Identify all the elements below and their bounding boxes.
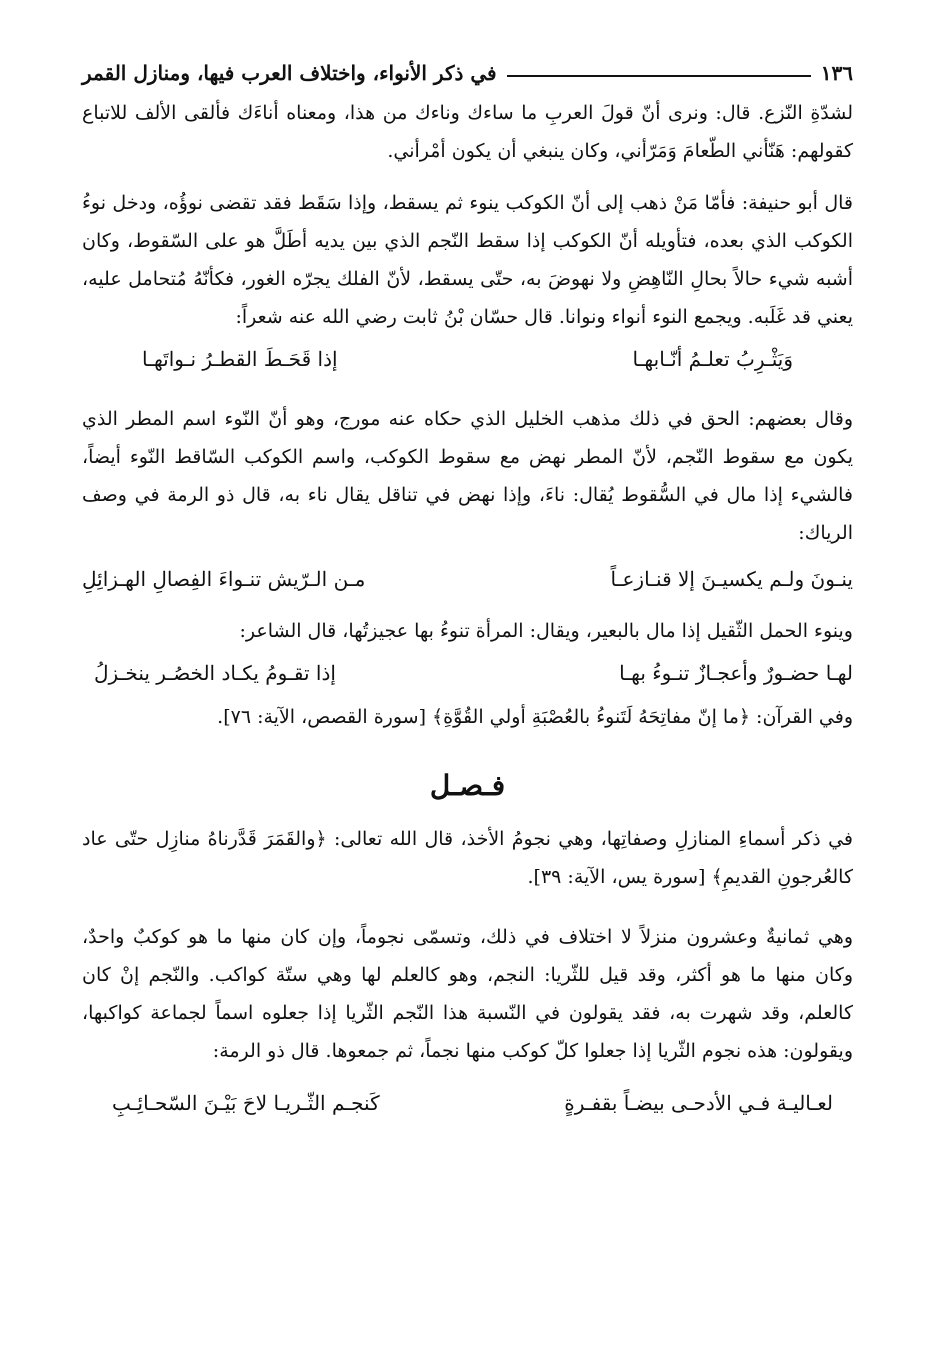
verse-2-second-hemistich: مـن الـرّيش تنـواءَ الفِصالِ الهـزائِلِ — [82, 567, 366, 591]
verse-4-second-hemistich: كَنجـم الثّـريـا لاحَ بَيْـنَ السّحـائِـبِ — [112, 1091, 380, 1115]
paragraph-3: وقال بعضهم: الحق في ذلك مذهب الخليل الذي حكاه عنه مورج، وهو أنّ النّوء اسم المطر الذي يكون مع سقوط النّجم، لأنّ المطر نهض مع سقوط الكوكب، واسم الكوكب السّاقط النّوء أيضاً، فالشيء إذا مال في السُّقوط يُقال: ناءَ، وإذا نهض في تناقل يقال ناء به، قال ذو الرمة في وصف الرياك: — [82, 408, 853, 544]
header-rule — [507, 75, 811, 77]
paragraph-2: قال أبو حنيفة: فأمّا مَنْ ذهب إلى أنّ الكوكب ينوء ثم يسقط، وإذا سَقَط فقد تقضى نوؤُه، ودخل نوءُ الكوكب الذي بعده، فتأويله أنّ الكوكب إذا سقط النّجم الذي بين يديه أطَلَّ هو على السّقوط، وكان أشبه شيء حالاً بحالِ النّاهِضِ ولا نهوضَ به، حتّى يسقط، لأنّ الفلك يجرّه الغور، فكأنّهُ مُتحامل عليه، يعني قد غَلَبه. ويجمع النوء أنواء ونوانا. قال حسّان بْنُ ثابت رضي الله عنه شعراً: — [82, 192, 853, 328]
section-heading: فـصـل — [429, 769, 506, 802]
page-number: ١٣٦ — [820, 61, 853, 85]
verse-3-second-hemistich: إذا تقـومُ يكـاد الخصُـر ينخـزلُ — [94, 661, 336, 685]
verse-3 — [94, 654, 853, 692]
running-head — [82, 58, 853, 88]
verse-1 — [142, 340, 793, 378]
verse-1-second-hemistich: إذا قَحَـطَ القطـرُ نـواتَهـا — [142, 347, 338, 371]
verse-4 — [112, 1084, 833, 1122]
paragraph-1: لشدّةِ النّزع. قال: ونرى أنّ قولَ العربِ ما ساءك وناءك من هذا، ومعناه أناءَك فألقى الألف للاتباع كقولهم: هَنّأني الطّعامَ وَمَرّأني، وكان ينبغي أن يكون أمْرأني. — [82, 102, 853, 162]
paragraph-6: في ذكر أسماءِ المنازلِ وصفاتِها، وهي نجومُ الأخذ، قال الله تعالى: ﴿والقَمَرَ قَدَّرناهُ منازِل حتّى عاد كالعُرجونِ القديمِ﴾ [سورة يس، الآية: ٣٩]. — [82, 828, 853, 888]
paragraph-5: وفي القرآن: ﴿ما إنّ مفاتِحَهُ لَتَنوءُ بالعُصْبَةِ أولي القُوَّةِ﴾ [سورة القصص، الآية: ٧٦]. — [217, 706, 853, 728]
verse-1-first-hemistich: وَيَثْـرِبُ تعلـمُ أنّـابهـا — [632, 347, 793, 371]
paragraph-7: وهي ثمانيةٌ وعشرون منزلاً لا اختلاف في ذلك، وتسمّى نجوماً، وإن كان منها ما هو كوكبٌ واحدٌ، وكان منها ما هو أكثر، وقد قيل للثّريا: النجم، وهو كالعلم لها وهي ستّة كواكب. والنّجم إنْ كان كالعلم، وقد شهرت به، فقد يقولون في النّسبة هذا النّجم الثّريا إذا جعلوه اسماً لجماعة كواكبها، ويقولون: هذه نجوم الثّريا إذا جعلوا كلّ كوكب منها نجماً، ثم جمعوها. قال ذو الرمة: — [82, 926, 853, 1062]
verse-4-first-hemistich: لعـاليـة فـي الأدحـى بيضـاً بقفـرةٍ — [564, 1091, 833, 1115]
running-title: في ذكر الأنواء، واختلاف العرب فيها، ومنازل القمر — [82, 61, 497, 85]
verse-2-first-hemistich: ينـونَ ولـم يكسيـنَ إلا قنـازعـاً — [610, 567, 853, 591]
verse-2 — [82, 560, 853, 598]
paragraph-4: وينوء الحمل الثّقيل إذا مال بالبعير، ويقال: المرأة تنوءُ بها عجيزتُها، قال الشاعر: — [239, 620, 853, 642]
verse-3-first-hemistich: لهـا حضـورٌ وأعجـازٌ تنـوءُ بهـا — [619, 661, 853, 685]
